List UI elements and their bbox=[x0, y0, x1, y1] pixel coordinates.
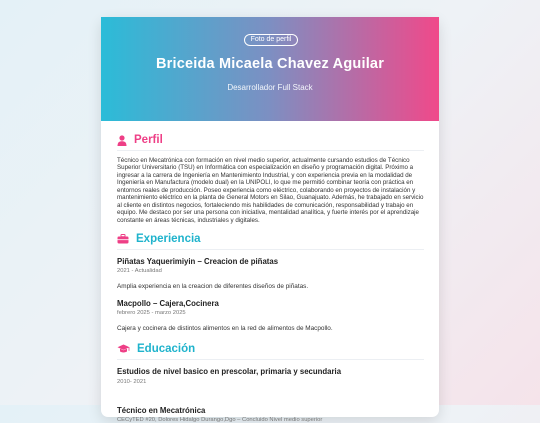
education-item bbox=[117, 406, 424, 423]
resume-header bbox=[101, 17, 439, 121]
experience-date: febrero 2025 - marzo 2025 bbox=[117, 310, 186, 317]
experience-title: Macpollo – Cajera,Cocinera bbox=[117, 299, 219, 309]
person-role: Desarrollador Full Stack bbox=[227, 83, 313, 92]
briefcase-icon bbox=[117, 234, 129, 244]
education-date: 2010- 2021 bbox=[117, 379, 147, 386]
user-icon bbox=[117, 135, 127, 146]
resume-card bbox=[101, 17, 439, 423]
resume-content bbox=[101, 134, 439, 423]
education-title: Estudios de nivel basico en prescolar, primaria y secundaria bbox=[117, 367, 342, 377]
profile-photo: Foto de perfil bbox=[244, 34, 298, 46]
experience-section-header bbox=[117, 233, 424, 250]
experience-section-title: Experiencia bbox=[136, 233, 201, 246]
graduation-cap-icon bbox=[117, 344, 130, 354]
experience-title: Piñatas Yaquerimiyin – Creacion de piñatas bbox=[117, 257, 279, 267]
experience-description: Cajera y cocinera de distintos alimentos en la red de alimentos de Macpollo. bbox=[117, 325, 333, 333]
profile-description: Técnico en Mecatrónica con formación en nivel medio superior, actualmente cursando estudios de Técnico Superior Universitario (TSU) en Informática con especialización en diseño y programación digital. Próximo a ingresar a la carrera de Ingeniería en Mantenimiento Industrial, y con experiencia previa en la modalidad de Ingeniería en Manufactura (modelo dual) en la UNIPOLI, lo que me permitió combinar teoría con práctica en entornos reales de producción. Poseo experiencia como eléctrico, colaborando en proyectos de instalación y mantenimiento eléctrico en la planta de General Motors en Silao, Guanajuato. Además, he trabajado en servicio al cliente en distintos negocios, fortaleciendo mis habilidades de comunicación, responsabilidad y trabajo en equipo. Me destaco por ser una persona con iniciativa, mentalidad analítica, y fuerte interés por el aprendizaje constante en áreas técnicas, industriales y digitales. bbox=[117, 157, 424, 224]
experience-description: Amplia experiencia en la creacion de diferentes diseños de piñatas. bbox=[117, 283, 309, 291]
education-section-title: Educación bbox=[137, 343, 196, 356]
profile-section-header bbox=[117, 134, 424, 151]
experience-item bbox=[117, 299, 424, 332]
education-date: CECyTED #20, Dolores Hidalgo Durango,Dgo – Concluido Nivel medio superior bbox=[117, 417, 323, 423]
education-section-header bbox=[117, 343, 424, 360]
education-title: Técnico en Mecatrónica bbox=[117, 406, 206, 416]
experience-item bbox=[117, 257, 424, 290]
experience-date: 2021 - Actualidad bbox=[117, 268, 162, 275]
person-name: Briceida Micaela Chavez Aguilar bbox=[155, 56, 385, 72]
profile-section-title: Perfil bbox=[134, 134, 163, 146]
education-item bbox=[117, 367, 424, 385]
